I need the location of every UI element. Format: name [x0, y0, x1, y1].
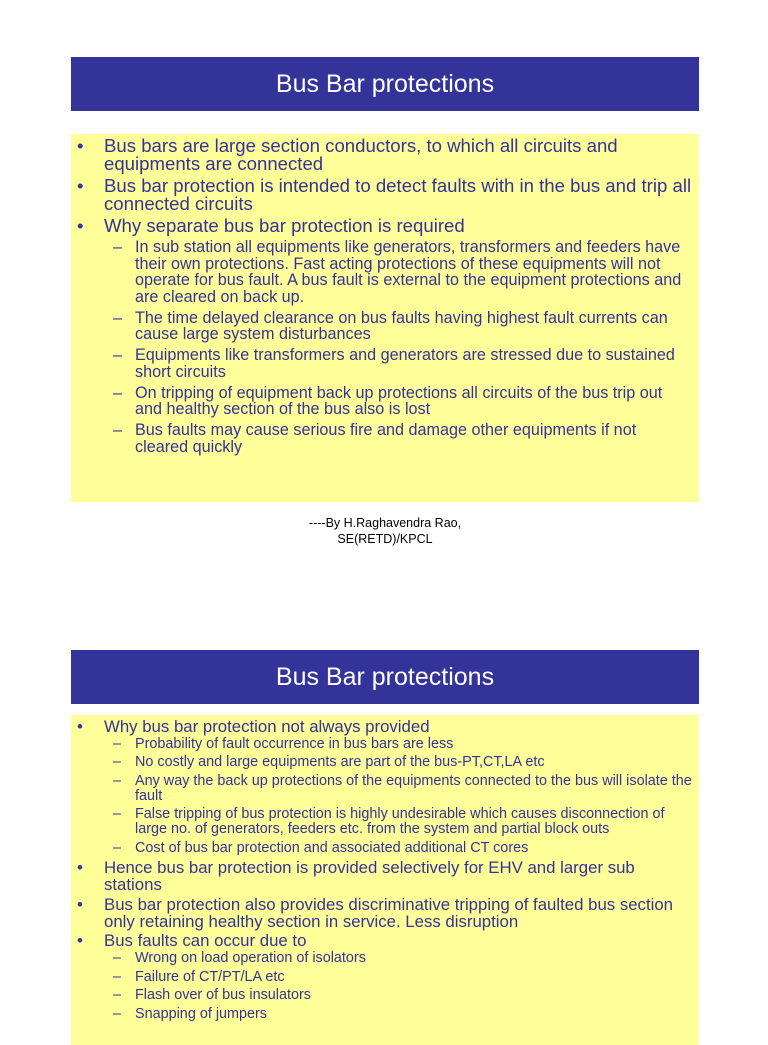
slide-2-content: [71, 715, 699, 1045]
slide-2-bullet-list: [71, 718, 693, 1022]
sub-bullet-item: – On tripping of equipment back up protections all circuits of the bus trip out and healthy section of the bus also is lost: [104, 385, 693, 418]
sub-bullet-item: – No costly and large equipments are part of the bus-PT,CT,LA etc: [104, 755, 693, 770]
sub-bullet-item: – False tripping of bus protection is highly undesirable which causes disconnection of large no. of generators, feeders etc. from the system and partial block outs: [104, 807, 693, 837]
bullet-text: Why bus bar protection not always provided: [104, 717, 430, 736]
sub-bullet-item: – Failure of CT/PT/LA etc: [104, 970, 693, 985]
slide-1-title: Bus Bar protections: [71, 57, 699, 111]
bullet-item: [71, 932, 693, 1021]
sub-bullet-item: – Probability of fault occurrence in bus bars are less: [104, 737, 693, 752]
sub-bullet-list: [104, 737, 693, 856]
slide-2-title: Bus Bar protections: [71, 650, 699, 704]
sub-bullet-item: – Any way the back up protections of the equipments connected to the bus will isolate the fault: [104, 774, 693, 804]
sub-bullet-item: – Equipments like transformers and generators are stressed due to sustained short circuits: [104, 347, 693, 380]
sub-bullet-item: – Flash over of bus insulators: [104, 988, 693, 1003]
sub-bullet-list: [104, 239, 693, 455]
bullet-text: Bus faults can occur due to: [104, 931, 307, 951]
sub-bullet-item: – Snapping of jumpers: [104, 1007, 693, 1022]
bullet-item: [71, 718, 693, 856]
bullet-item: [71, 177, 693, 213]
bullet-text: Bus bars are large section conductors, to which all circuits and equipments are connected: [104, 135, 618, 174]
bullet-item: [71, 896, 693, 930]
author-line-1: ----By H.Raghavendra Rao,: [308, 516, 462, 530]
sub-bullet-item: – Cost of bus bar protection and associated additional CT cores: [104, 841, 693, 856]
bullet-item: [71, 859, 693, 893]
bullet-text: Hence bus bar protection is provided selectively for EHV and larger sub stations: [104, 858, 635, 895]
author-line-2: SE(RETD)/KPCL: [337, 532, 433, 546]
sub-bullet-item: – Bus faults may cause serious fire and damage other equipments if not cleared quickly: [104, 422, 693, 455]
sub-bullet-item: – In sub station all equipments like generators, transformers and feeders have their own protections. Fast acting protections of these equipments will not operate for bus fault. A bus fault is external to the equipment protections and are cleared on back up.: [104, 239, 693, 305]
bullet-text: Why separate bus bar protection is required: [104, 215, 465, 236]
slide-1-content: [71, 134, 699, 502]
bullet-item: [71, 137, 693, 173]
slide-1-bullet-list: [71, 137, 693, 455]
author-credit: [71, 515, 699, 547]
bullet-item: [71, 217, 693, 455]
bullet-text: Bus bar protection is intended to detect faults with in the bus and trip all connected circuits: [104, 175, 692, 214]
sub-bullet-item: – The time delayed clearance on bus faults having highest fault currents can cause large system disturbances: [104, 310, 693, 343]
sub-bullet-list: [104, 951, 693, 1022]
bullet-text: Bus bar protection also provides discriminative tripping of faulted bus section only retaining healthy section in service. Less disruption: [104, 894, 673, 931]
sub-bullet-item: – Wrong on load operation of isolators: [104, 951, 693, 966]
